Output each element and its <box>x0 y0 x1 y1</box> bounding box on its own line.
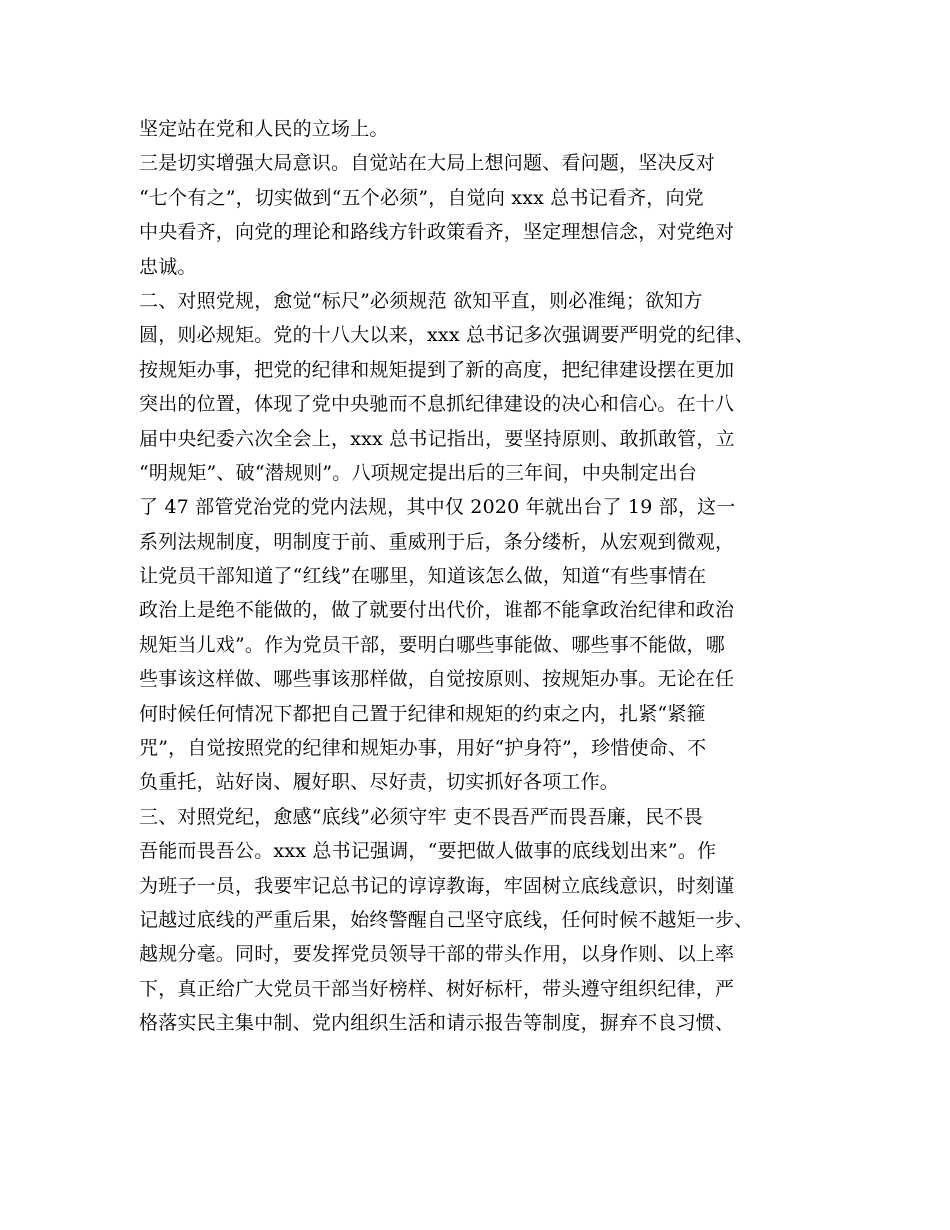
text-line: 规矩当儿戏”。作为党员干部，要明白哪些事能做、哪些事不能做，哪 <box>139 633 725 656</box>
text-line: 了 47 部管党治党的党内法规，其中仅 2020 年就出台了 19 部，这一 <box>139 496 736 519</box>
text-line: 突出的位置，体现了党中央驰而不息抓纪律建设的决心和信心。在十八 <box>139 393 735 416</box>
text-line: 下，真正给广大党员干部当好榜样、树好标杆，带头遵守组织纪律，严 <box>139 977 735 1000</box>
text-line: 记越过底线的严重后果，始终警醒自己坚守底线，任何时候不越矩一步、 <box>139 908 754 931</box>
text-line: 二、对照党规，愈觉“标尺”必须规范 欲知平直，则必准绳；欲知方 <box>139 289 703 312</box>
document-body <box>139 112 819 1041</box>
text-line: 咒”，自觉按照党的纪律和规矩办事，用好“护身符”，珍惜使命、不 <box>139 737 707 760</box>
text-line: “七个有之”，切实做到“五个必须”，自觉向 xxx 总书记看齐，向党 <box>139 186 704 209</box>
text-line: 三是切实增强大局意识。自觉站在大局上想问题、看问题，坚决反对 <box>139 152 716 175</box>
text-line: “明规矩”、破“潜规则”。八项规定提出后的三年间，中央制定出台 <box>139 461 698 484</box>
text-line: 忠诚。 <box>139 255 197 278</box>
text-line: 负重托，站好岗、履好职、尽好责，切实抓好各项工作。 <box>139 771 620 794</box>
text-line: 三、对照党纪，愈感“底线”必须守牢 吏不畏吾严而畏吾廉，民不畏 <box>139 805 703 828</box>
text-line: 中央看齐，向党的理论和路线方针政策看齐，坚定理想信念，对党绝对 <box>139 221 735 244</box>
text-line: 为班子一员，我要牢记总书记的谆谆教诲，牢固树立底线意识，时刻谨 <box>139 874 735 897</box>
text-line: 些事该这样做、哪些事该那样做，自觉按原则、按规矩办事。无论在任 <box>139 668 735 691</box>
text-line: 系列法规制度，明制度于前、重威刑于后，条分缕析，从宏观到微观， <box>139 530 735 553</box>
text-line: 越规分毫。同时，要发挥党员领导干部的带头作用，以身作则、以上率 <box>139 943 735 966</box>
text-line: 格落实民主集中制、党内组织生活和请示报告等制度，摒弃不良习惯、 <box>139 1012 735 1035</box>
text-line: 政治上是绝不能做的，做了就要付出代价，谁都不能拿政治纪律和政治 <box>139 599 735 622</box>
text-line: 届中央纪委六次全会上，xxx 总书记指出，要坚持原则、敢抓敢管，立 <box>139 427 735 450</box>
text-line: 吾能而畏吾公。xxx 总书记强调，“要把做人做事的底线划出来”。作 <box>139 840 717 863</box>
text-line: 按规矩办事，把党的纪律和规矩提到了新的高度，把纪律建设摆在更加 <box>139 358 735 381</box>
text-line: 让党员干部知道了“红线”在哪里，知道该怎么做，知道“有些事情在 <box>139 565 707 588</box>
text-line: 坚定站在党和人民的立场上。 <box>139 118 389 140</box>
text-line: 圆，则必规矩。党的十八大以来，xxx 总书记多次强调要严明党的纪律、 <box>139 324 754 347</box>
text-line: 何时候任何情况下都把自己置于纪律和规矩的约束之内，扎紧“紧箍 <box>139 702 706 725</box>
